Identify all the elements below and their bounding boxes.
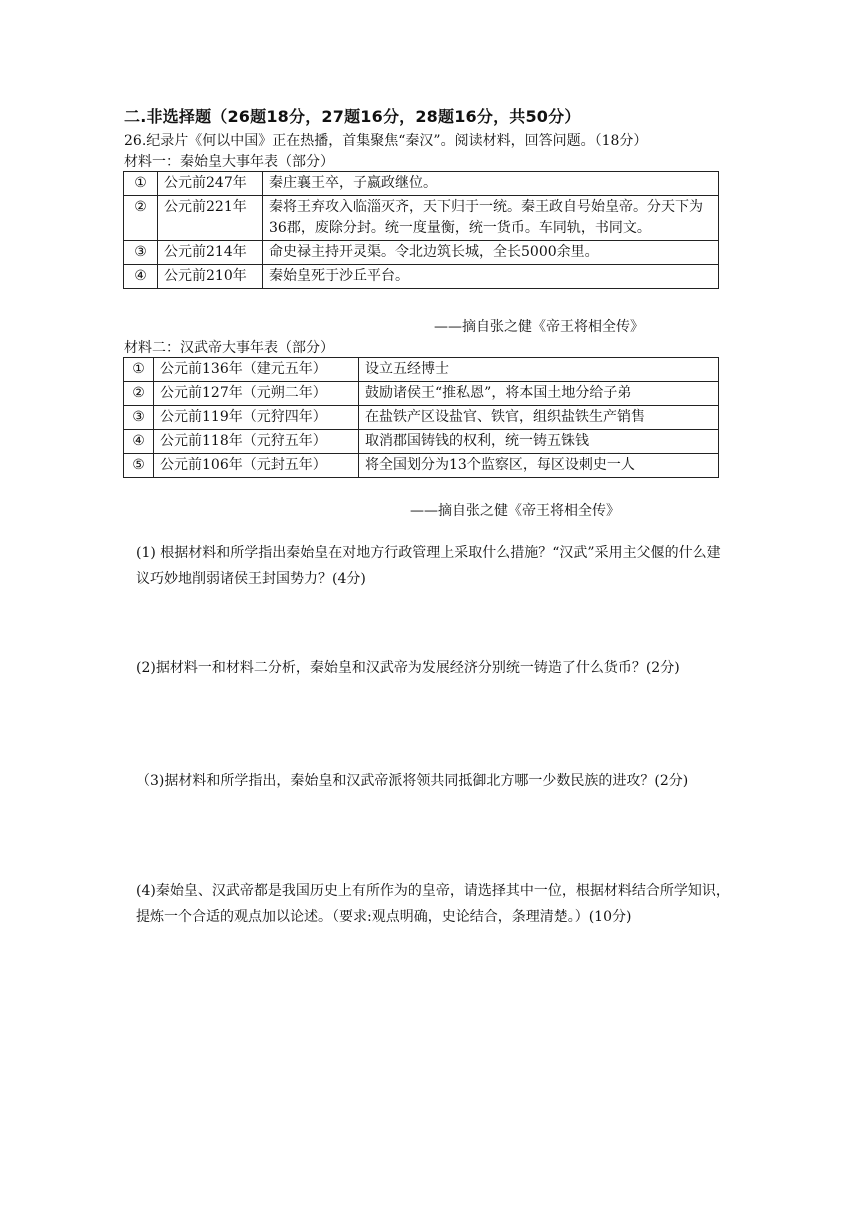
sub-question-1: (1) 根据材料和所学指出秦始皇在对地方行政管理上采取什么措施？“汉武”采用主父偃的什么建议巧妙地削弱诸侯王封国势力？(4分) [136,545,721,587]
material-1-heading: 材料一：秦始皇大事年表（部分） [124,154,334,170]
qin-events-table [123,171,719,289]
row-event: 秦庄襄王卒，子嬴政继位。 [263,172,719,196]
row-number: ② [124,196,158,241]
row-date: 公元前247年 [158,172,263,196]
row-date: 公元前210年 [158,265,263,289]
row-number: ⑤ [124,454,154,478]
sub-question-3: （3)据材料和所学指出，秦始皇和汉武帝派将领共同抵御北方哪一少数民族的进攻？(2分) [136,773,689,789]
material-2-source: ——摘自张之健《帝王将相全传》 [410,503,620,519]
sub-question-4: (4)秦始皇、汉武帝都是我国历史上有所作为的皇帝，请选择其中一位，根据材料结合所学知识，提炼一个合适的观点加以论述。（要求:观点明确，史论结合，条理清楚。）(10分) [136,883,730,925]
table-row [124,265,719,289]
table-row [124,406,719,430]
row-event: 鼓励诸侯王“推私恩”，将本国土地分给子弟 [359,382,719,406]
table-row [124,454,719,478]
row-number: ② [124,382,154,406]
row-event: 设立五经博士 [359,358,719,382]
table-row [124,196,719,241]
row-number: ③ [124,406,154,430]
table-row [124,172,719,196]
row-number: ④ [124,265,158,289]
row-date: 公元前214年 [158,241,263,265]
table-row [124,430,719,454]
row-event: 将全国划分为13个监察区，每区设刺史一人 [359,454,719,478]
row-number: ① [124,172,158,196]
row-number: ④ [124,430,154,454]
material-1-source: ——摘自张之健《帝王将相全传》 [434,319,644,335]
row-event: 在盐铁产区设盐官、铁官，组织盐铁生产销售 [359,406,719,430]
material-2-heading: 材料二：汉武帝大事年表（部分） [124,340,334,356]
row-event: 命史禄主持开灵渠。令北边筑长城，全长5000余里。 [263,241,719,265]
row-date: 公元前106年（元封五年） [154,454,359,478]
question-26-intro: 26.纪录片《何以中国》正在热播，首集聚焦“秦汉”。阅读材料，回答问题。（18分） [124,133,648,149]
sub-question-2: (2)据材料一和材料二分析，秦始皇和汉武帝为发展经济分别统一铸造了什么货币？(2分) [136,660,680,676]
row-event: 秦将王弃攻入临淄灭齐，天下归于一统。秦王政自号始皇帝。分天下为36郡，废除分封。统一度量衡，统一货币。车同轨，书同文。 [263,196,719,241]
row-date: 公元前127年（元朔二年） [154,382,359,406]
row-event: 秦始皇死于沙丘平台。 [263,265,719,289]
row-date: 公元前221年 [158,196,263,241]
han-events-table [123,357,719,478]
row-event: 取消郡国铸钱的权利，统一铸五铢钱 [359,430,719,454]
table-row [124,358,719,382]
row-number: ③ [124,241,158,265]
row-date: 公元前136年（建元五年） [154,358,359,382]
table-row [124,382,719,406]
section-title: 二.非选择题（26题18分，27题16分，28题16分，共50分） [124,107,581,126]
table-row [124,241,719,265]
row-number: ① [124,358,154,382]
row-date: 公元前118年（元狩五年） [154,430,359,454]
row-date: 公元前119年（元狩四年） [154,406,359,430]
